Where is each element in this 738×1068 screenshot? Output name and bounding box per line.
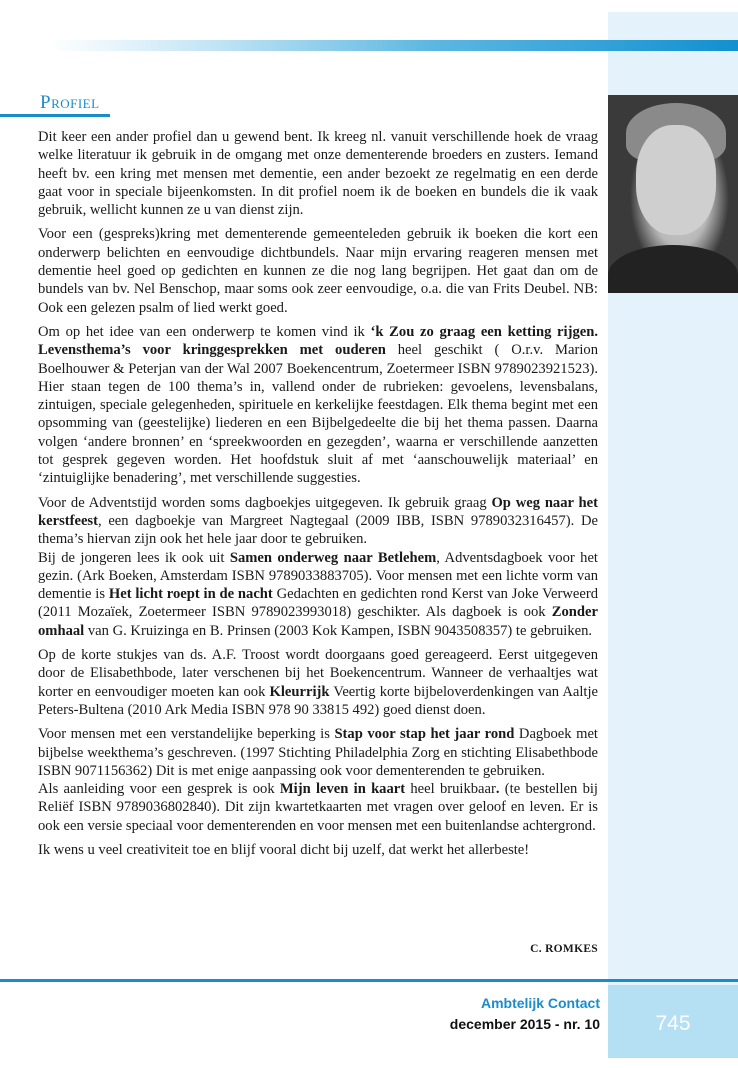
paragraph-text: heel geschikt ( O.r.v. Marion Boelhouwer & Peterjan van der Wal 2007 Boekencentrum, Zoetermeer ISBN 9789023921523). Hier staan tegen de 100 thema’s in, vallend onder de rubrieken: gevoelens, levensbalans, zintuigen, speciale gelegenheden, spirituele en kerkelijke feestdagen. Elk thema begint met een opsomming van (geestelijke) liederen en een Bijbelgedeelte die bij het thema passen. Daarna volgen ‘andere bronnen’ en ‘spreekwoorden en gezegden’, waarna er verschillende aanzetten tot gesprek gegeven worden. Het hoofdstuk sluit af met ‘aanschouwelijk materiaal’ en ‘zintuiglijke benadering’, met verschillende suggesties. xyxy=(38,342,598,487)
paragraph-text: , een dagboekje van Margreet Nagtegaal (2009 IBB, ISBN 9789032316457). De thema’s hiervan zijn ook het hele jaar door te gebruiken. xyxy=(38,512,598,548)
book-title: Kleurrijk xyxy=(269,683,330,700)
article-body xyxy=(38,128,598,865)
paragraph-text: van G. Kruizinga en B. Prinsen (2003 Kok Kampen, ISBN 9043508357) te gebruiken. xyxy=(84,622,593,639)
photo-face xyxy=(636,125,716,235)
paragraph-text: Bij de jongeren lees ik ook uit xyxy=(38,549,230,566)
author-signature: C. ROMKES xyxy=(530,943,598,955)
paragraph-text: Gedachten en gedichten rond Kerst van Joke Verweerd (2011 Mozaïek, Zoetermeer ISBN 9789023993018) geschikter. Als dagboek is ook xyxy=(38,586,599,621)
photo-body xyxy=(608,245,738,293)
section-title-underline xyxy=(0,114,110,117)
footer-divider xyxy=(0,979,738,982)
paragraph xyxy=(38,225,598,316)
book-title: Het licht roept in de nacht xyxy=(108,586,273,603)
book-title: . xyxy=(495,781,500,798)
page-number: 745 xyxy=(655,1012,691,1035)
paragraph-text: , Adventsdagboek voor het gezin. (Ark Boeken, Amsterdam ISBN 9789033883705). Voor mensen met een lichte vorm van dementie is xyxy=(38,549,598,603)
header-gradient-bar xyxy=(50,40,738,51)
paragraph-text: Als aanleiding voor een gesprek is ook xyxy=(38,781,280,798)
paragraph-text: Om op het idee van een onderwerp te komen vind ik xyxy=(38,323,371,340)
paragraph-text: Dagboek met bijbelse weekthema’s geschreven. (1997 Stichting Philadelphia Zorg en stichting Elisabethbode ISBN 9071156362) Dit is met enige aanpassing ook voor dementerenden te gebruiken. xyxy=(38,726,598,779)
book-title: Samen onderweg naar Betlehem xyxy=(229,549,437,566)
paragraph-text: Veertig korte bijbeloverdenkingen van Aaltje Peters-Bultena (2010 Ark Media ISBN 978 90 33815 492) goed dienst doen. xyxy=(38,683,598,718)
book-title: Op weg naar het kerstfeest xyxy=(38,494,598,529)
paragraph xyxy=(38,725,598,835)
section-title: Profiel xyxy=(40,92,100,113)
paragraph-text: Voor een (gespreks)kring met dementerende gemeenteleden gebruik ik boeken die kort een onderwerp belichten en eenvoudige dichtbundels. Naar mijn ervaring reageren mensen met dementie heel goed op gedichten en kunnen ze die nog lang begrijpen. Het gaat dan om de bundels van bv. Nel Benschop, maar soms ook zeer eenvoudige, o.a. die van Frits Deubel. NB: Ook een gelezen psalm of lied werkt goed. xyxy=(38,226,598,316)
paragraph xyxy=(38,494,598,640)
book-title: ‘k Zou zo graag een ketting rijgen. Levensthema’s voor kringgesprekken met ouderen xyxy=(38,323,598,359)
paragraph-text: Dit keer een ander profiel dan u gewend bent. Ik kreeg nl. vanuit verschillende hoek de vraag welke literatuur ik gebruik in de omgang met onze dementerende broeders en zusters. Iemand heeft bv. een kring met mensen met dementie, een ander bezoekt ze regelmatig en een derde gaat voor in speciale bijeenkomsten. In dit profiel noem ik de boeken en bundels die ik vaak gebruik, wellicht kunnen ze u van dienst zijn. xyxy=(38,129,598,219)
paragraph-text: Ik wens u veel creativiteit toe en blijf vooral dicht bij uzelf, dat werkt het allerbeste! xyxy=(38,841,530,858)
paragraph xyxy=(38,128,598,219)
paragraph xyxy=(38,323,598,488)
magazine-name: Ambtelijk Contact xyxy=(480,995,600,1011)
author-photo xyxy=(608,95,738,293)
paragraph-text: Op de korte stukjes van ds. A.F. Troost wordt doorgaans goed gereageerd. Eerst uitgegeven door de Elisabethbode, later verschenen bij het Boekencentrum. Wanneer de verhaaltjes wat korter en eenvoudiger moeten kan ook xyxy=(38,647,598,700)
issue-label: december 2015 - nr. 10 xyxy=(449,1016,600,1032)
paragraph-text: Voor mensen met een verstandelijke beperking is xyxy=(38,726,335,743)
paragraph-text: (te bestellen bij Reliëf ISBN 9789036802840). Dit zijn kwartetkaarten met vragen over geloof en leven. Er is ook een versie speciaal voor dementerenden en voor mensen met een buitenlandse achtergrond. xyxy=(38,781,598,834)
paragraph-text: heel bruikbaar xyxy=(405,781,496,798)
paragraph-text: Voor de Adventstijd worden soms dagboekjes uitgegeven. Ik gebruik graag xyxy=(38,494,492,511)
paragraph xyxy=(38,646,598,719)
book-title: Mijn leven in kaart xyxy=(279,781,406,798)
paragraph xyxy=(38,841,598,859)
book-title: Stap voor stap het jaar rond xyxy=(334,726,515,743)
book-title: Zonder omhaal xyxy=(38,604,598,639)
